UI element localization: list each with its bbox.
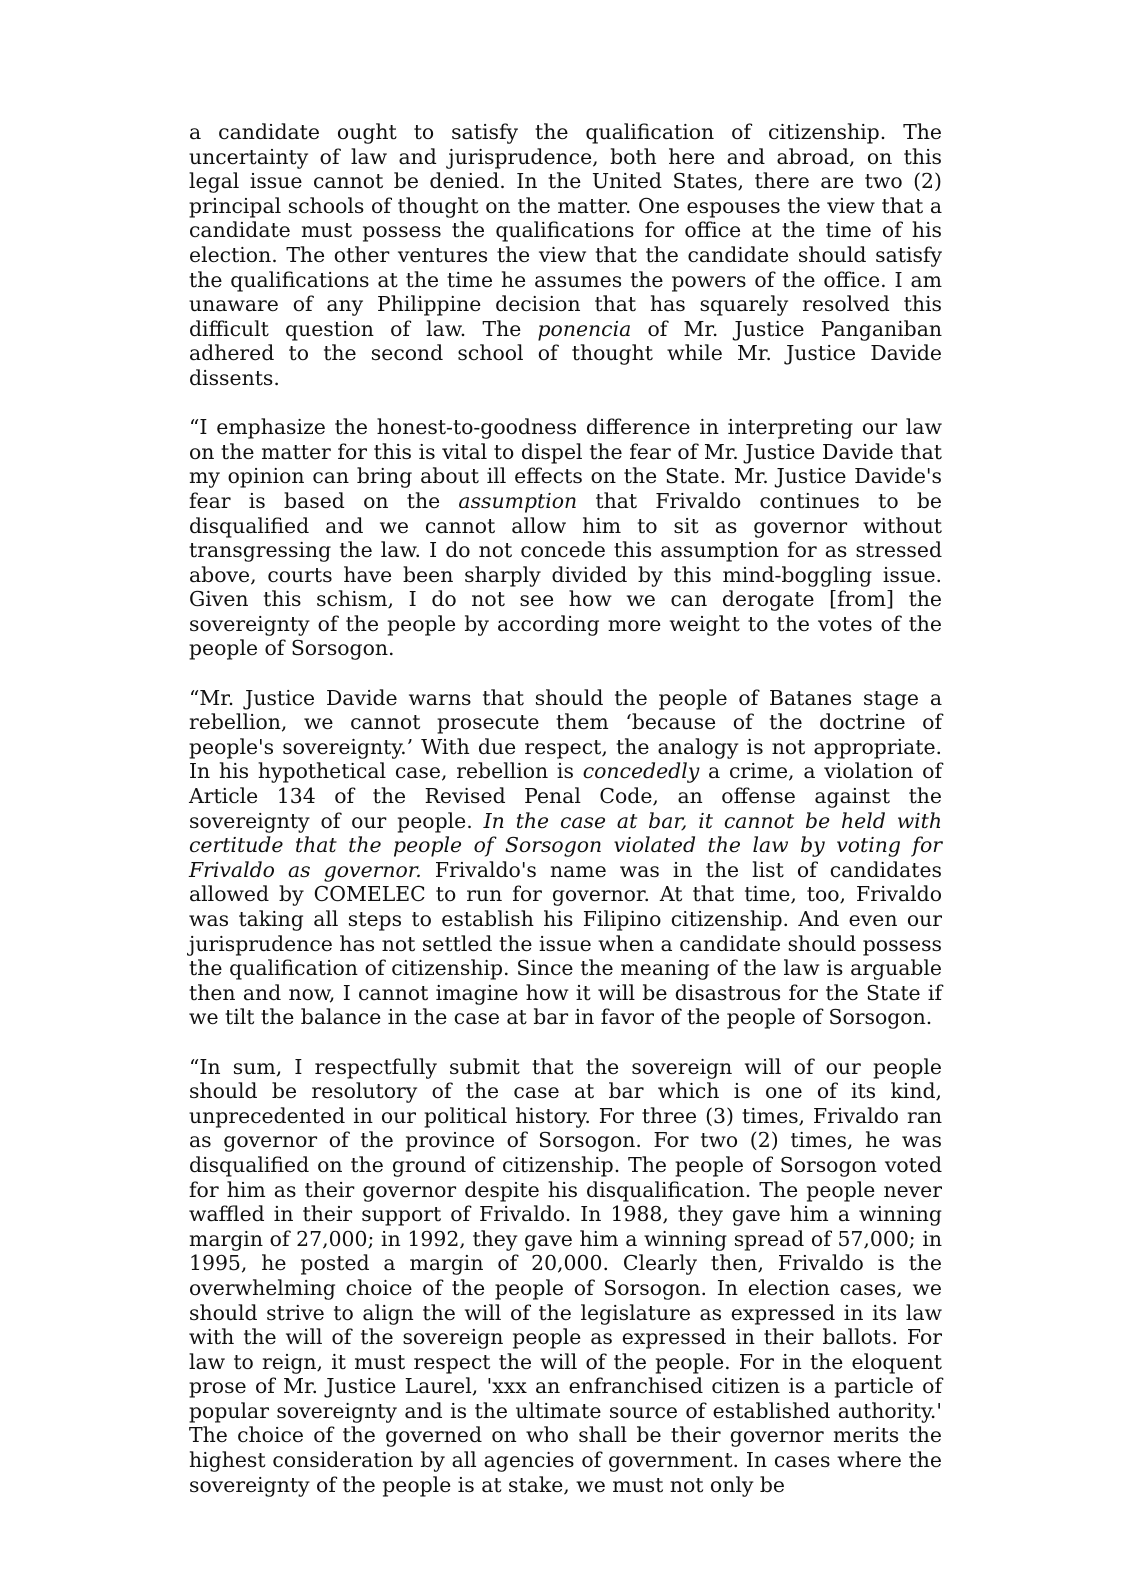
document-body (189, 120, 942, 1497)
paragraph-2 (189, 415, 942, 661)
text-run: a crime, a violation of Article 134 of the Revised Penal Code, an offense against the sovereignty of our people. (189, 759, 942, 833)
italic-text-run: ponencia (537, 316, 632, 341)
text-run: “I emphasize the honest-to-goodness difference in interpreting our law on the matter for this is vital to dispel the fear of Mr. Justice Davide that my opinion can bring about ill effects on the State. Mr. Justice Davide's fear is based on the (189, 415, 942, 513)
text-run: Frivaldo's name was in the list of candidates allowed by COMELEC to run for governor. At that time, too, Frivaldo was taking all steps to establish his Filipino citizenship. And even our jurisprudence has not settled the issue when a candidate should possess the qualification of citizenship. Since the meaning of the law is arguable then and now, I cannot imagine how it will be disastrous for the State if we tilt the balance in the case at bar in favor of the people of Sorsogon. (189, 857, 943, 1030)
paragraph-4 (189, 1055, 942, 1498)
italic-text-run: assumption (458, 488, 578, 513)
text-run: of Mr. Justice Panganiban adhered to the second school of thought while Mr. Justice Davide dissents. (189, 316, 942, 390)
text-run: “In sum, I respectfully submit that the sovereign will of our people should be resolutory of the case at bar which is one of its kind, unprecedented in our political history. For three (3) times, Frivaldo ran as governor of the province of Sorsogon. For two (2) times, he was disqualified on the ground of citizenship. The people of Sorsogon voted for him as their governor despite his disqualification. The people never waffled in their support of Frivaldo. In 1988, they gave him a winning margin of 27,000; in 1992, they gave him a winning spread of 57,000; in 1995, he posted a margin of 20,000. Clearly then, Frivaldo is the overwhelming choice of the people of Sorsogon. In election cases, we should strive to align the will of the legislature as expressed in its law with the will of the sovereign people as expressed in their ballots. For law to reign, it must respect the will of the people. For in the eloquent prose of Mr. Justice Laurel, 'xxx an enfranchised citizen is a particle of popular sovereignty and is the ultimate source of established authority.' The choice of the governed on who shall be their governor merits the highest consideration by all agencies of government. In cases where the sovereignty of the people is at stake, we must not only be (189, 1054, 942, 1497)
italic-text-run: concededly (582, 759, 700, 784)
text-run: “Mr. Justice Davide warns that should the people of Batanes stage a rebellion, we cannot prosecute them ‘because of the doctrine of people's sovereignty.’ With due respect, the analogy is not appropriate. In his hypothetical case, rebellion is (189, 685, 942, 784)
paragraph-1 (189, 120, 942, 391)
italic-text-run: In the case at bar, it cannot be held with certitude that the people of Sorsogon violated the law by voting for Frivaldo as governor. (189, 808, 942, 882)
text-run: a candidate ought to satisfy the qualification of citizenship. The uncertainty of law and jurisprudence, both here and abroad, on this legal issue cannot be denied. In the United States, there are two (2) principal schools of thought on the matter. One espouses the view that a candidate must possess the qualifications for office at the time of his election. The other ventures the view that the candidate should satisfy the qualifications at the time he assumes the powers of the office. I am unaware of any Philippine decision that has squarely resolved this difficult question of law. The (189, 120, 942, 341)
text-run: that Frivaldo continues to be disqualified and we cannot allow him to sit as governor without transgressing the law. I do not concede this assumption for as stressed above, courts have been sharply divided by this mind-boggling issue. Given this schism, I do not see how we can derogate [from] the sovereignty of the people by according more weight to the votes of the people of Sorsogon. (189, 488, 942, 661)
paragraph-3 (189, 686, 942, 1030)
